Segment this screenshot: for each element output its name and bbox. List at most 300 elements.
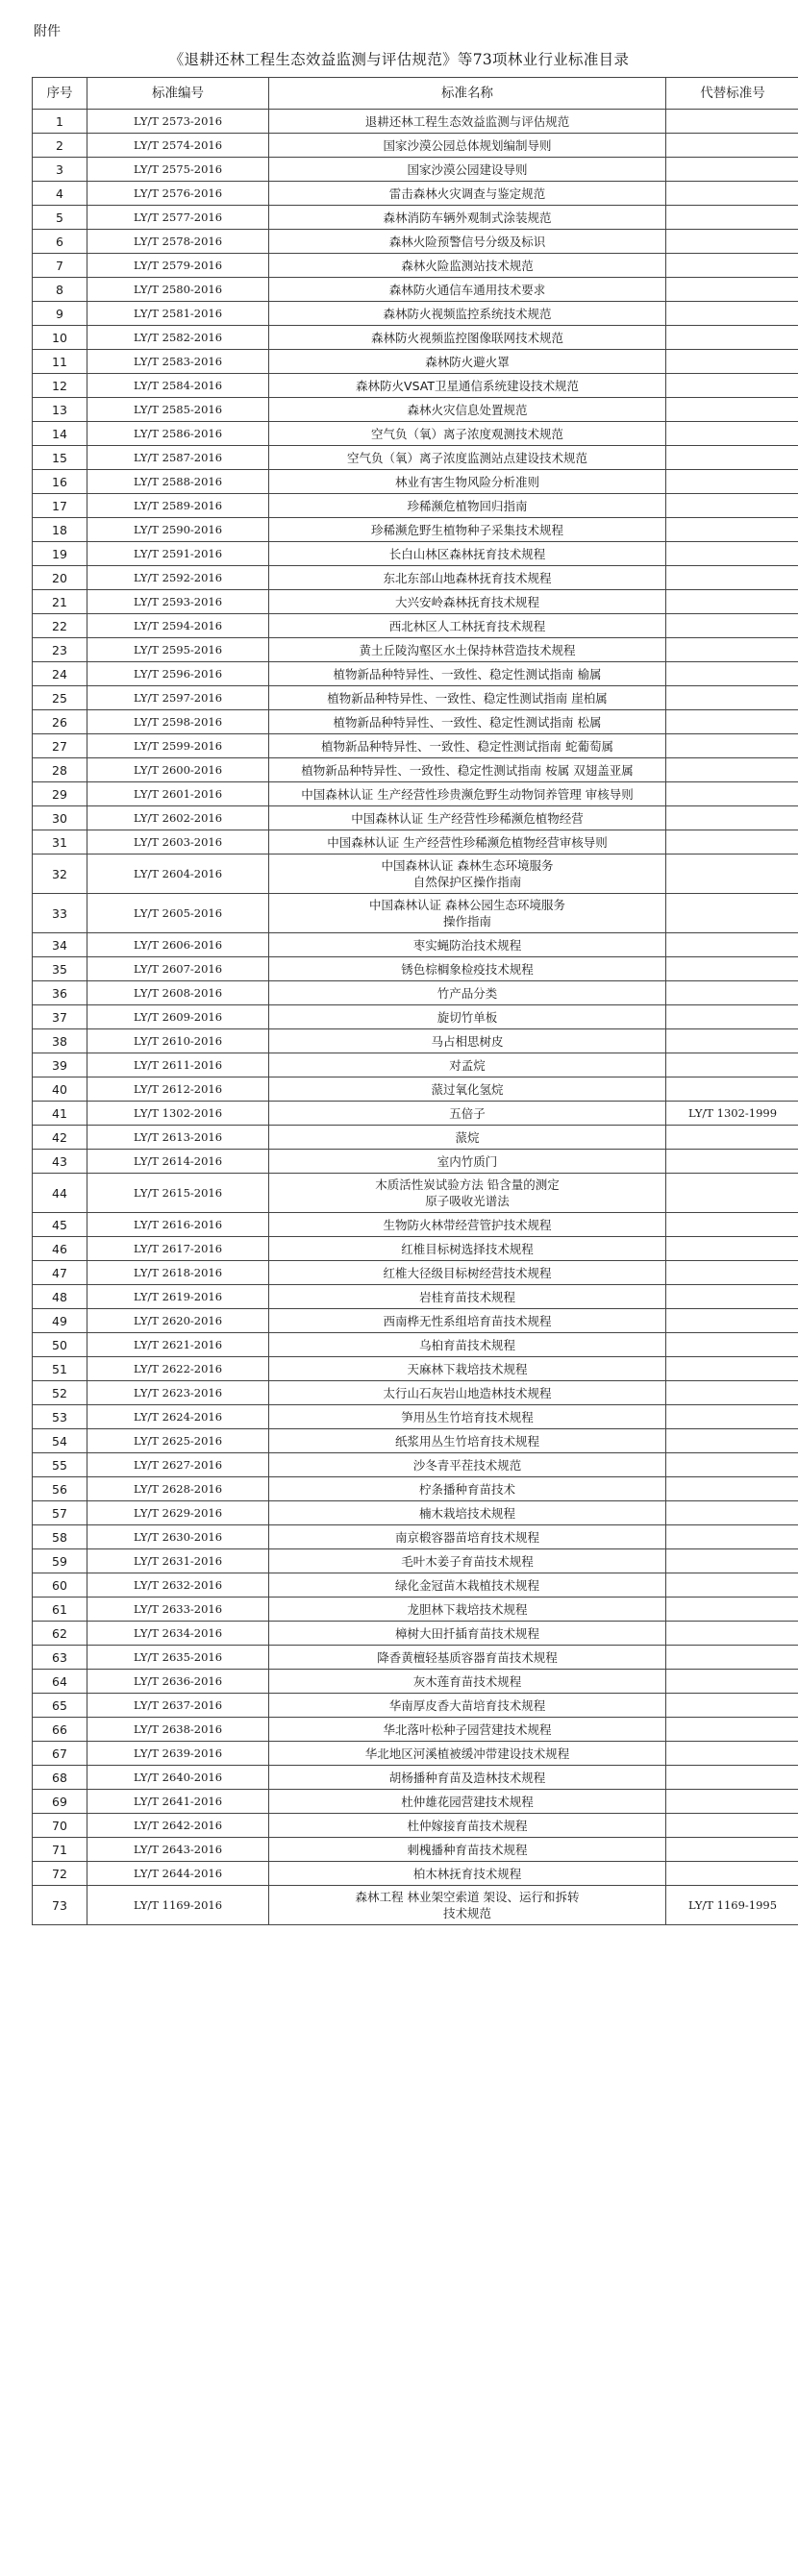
cell-replaced-standard bbox=[666, 590, 798, 614]
cell-replaced-standard bbox=[666, 398, 798, 422]
standard-name-line: 森林工程 林业架空索道 架设、运行和拆转 bbox=[355, 1890, 580, 1904]
cell-standard-name: 蒎过氧化氢烷 bbox=[269, 1077, 666, 1102]
cell-replaced-standard bbox=[666, 446, 798, 470]
cell-standard-code: LY/T 2632-2016 bbox=[87, 1573, 269, 1598]
table-row bbox=[33, 1838, 798, 1862]
cell-replaced-standard bbox=[666, 710, 798, 734]
cell-serial-no: 13 bbox=[33, 398, 87, 422]
cell-standard-code: LY/T 2624-2016 bbox=[87, 1405, 269, 1429]
cell-standard-code: LY/T 2634-2016 bbox=[87, 1622, 269, 1646]
cell-standard-name: 植物新品种特异性、一致性、稳定性测试指南 榆属 bbox=[269, 662, 666, 686]
table-row bbox=[33, 855, 798, 894]
cell-replaced-standard bbox=[666, 230, 798, 254]
cell-standard-name: 杜仲嫁接育苗技术规程 bbox=[269, 1814, 666, 1838]
cell-standard-name: 植物新品种特异性、一致性、稳定性测试指南 崖柏属 bbox=[269, 686, 666, 710]
cell-standard-code: LY/T 2580-2016 bbox=[87, 278, 269, 302]
cell-serial-no: 9 bbox=[33, 302, 87, 326]
cell-standard-name: 西北林区人工林抚育技术规程 bbox=[269, 614, 666, 638]
cell-standard-code: LY/T 2585-2016 bbox=[87, 398, 269, 422]
cell-replaced-standard bbox=[666, 206, 798, 230]
cell-standard-name: 雷击森林火灾调查与鉴定规范 bbox=[269, 182, 666, 206]
cell-standard-code: LY/T 2574-2016 bbox=[87, 134, 269, 158]
cell-replaced-standard bbox=[666, 1790, 798, 1814]
cell-serial-no: 28 bbox=[33, 758, 87, 782]
cell-standard-name: 退耕还林工程生态效益监测与评估规范 bbox=[269, 110, 666, 134]
cell-replaced-standard bbox=[666, 302, 798, 326]
header-serial-no: 序号 bbox=[33, 78, 87, 110]
cell-replaced-standard bbox=[666, 662, 798, 686]
cell-standard-code: LY/T 2618-2016 bbox=[87, 1261, 269, 1285]
cell-standard-name: 红椎目标树选择技术规程 bbox=[269, 1237, 666, 1261]
cell-replaced-standard bbox=[666, 1381, 798, 1405]
header-standard-code: 标准编号 bbox=[87, 78, 269, 110]
cell-standard-code: LY/T 2607-2016 bbox=[87, 957, 269, 981]
cell-serial-no: 69 bbox=[33, 1790, 87, 1814]
cell-standard-code: LY/T 2602-2016 bbox=[87, 806, 269, 830]
table-row bbox=[33, 638, 798, 662]
cell-serial-no: 7 bbox=[33, 254, 87, 278]
cell-standard-name: 灰木莲育苗技术规程 bbox=[269, 1670, 666, 1694]
table-row bbox=[33, 1477, 798, 1501]
cell-serial-no: 11 bbox=[33, 350, 87, 374]
cell-serial-no: 4 bbox=[33, 182, 87, 206]
cell-standard-code: LY/T 2595-2016 bbox=[87, 638, 269, 662]
cell-serial-no: 15 bbox=[33, 446, 87, 470]
cell-standard-name: 森林火险预警信号分级及标识 bbox=[269, 230, 666, 254]
table-row bbox=[33, 1862, 798, 1886]
cell-standard-code: LY/T 2625-2016 bbox=[87, 1429, 269, 1453]
table-row bbox=[33, 1646, 798, 1670]
cell-standard-code: LY/T 2644-2016 bbox=[87, 1862, 269, 1886]
cell-standard-name: 柏木林抚育技术规程 bbox=[269, 1862, 666, 1886]
table-row bbox=[33, 1237, 798, 1261]
cell-standard-name: 森林火险监测站技术规范 bbox=[269, 254, 666, 278]
cell-replaced-standard bbox=[666, 1285, 798, 1309]
cell-serial-no: 10 bbox=[33, 326, 87, 350]
table-row bbox=[33, 1053, 798, 1077]
cell-standard-name: 对孟烷 bbox=[269, 1053, 666, 1077]
cell-replaced-standard bbox=[666, 1309, 798, 1333]
table-row bbox=[33, 806, 798, 830]
cell-serial-no: 71 bbox=[33, 1838, 87, 1862]
cell-standard-code: LY/T 2606-2016 bbox=[87, 933, 269, 957]
cell-standard-code: LY/T 2605-2016 bbox=[87, 894, 269, 933]
cell-standard-code: LY/T 2584-2016 bbox=[87, 374, 269, 398]
cell-standard-name: 纸浆用丛生竹培育技术规程 bbox=[269, 1429, 666, 1453]
table-row bbox=[33, 302, 798, 326]
cell-serial-no: 51 bbox=[33, 1357, 87, 1381]
cell-replaced-standard bbox=[666, 1077, 798, 1102]
cell-standard-code: LY/T 2623-2016 bbox=[87, 1381, 269, 1405]
cell-replaced-standard bbox=[666, 855, 798, 894]
cell-standard-name: 蒎烷 bbox=[269, 1126, 666, 1150]
cell-replaced-standard bbox=[666, 1862, 798, 1886]
table-row bbox=[33, 566, 798, 590]
cell-replaced-standard bbox=[666, 518, 798, 542]
cell-standard-name: 森林防火避火罩 bbox=[269, 350, 666, 374]
cell-replaced-standard bbox=[666, 1357, 798, 1381]
cell-replaced-standard bbox=[666, 158, 798, 182]
cell-standard-code: LY/T 2593-2016 bbox=[87, 590, 269, 614]
cell-replaced-standard bbox=[666, 782, 798, 806]
cell-standard-name: 植物新品种特异性、一致性、稳定性测试指南 松属 bbox=[269, 710, 666, 734]
table-row bbox=[33, 1598, 798, 1622]
table-row bbox=[33, 1549, 798, 1573]
table-row bbox=[33, 686, 798, 710]
cell-standard-code: LY/T 2641-2016 bbox=[87, 1790, 269, 1814]
cell-standard-name: 沙冬青平茬技术规范 bbox=[269, 1453, 666, 1477]
cell-standard-code: LY/T 2643-2016 bbox=[87, 1838, 269, 1862]
cell-serial-no: 2 bbox=[33, 134, 87, 158]
cell-standard-name: 植物新品种特异性、一致性、稳定性测试指南 蛇葡萄属 bbox=[269, 734, 666, 758]
cell-standard-name: 森林防火通信车通用技术要求 bbox=[269, 278, 666, 302]
cell-serial-no: 20 bbox=[33, 566, 87, 590]
cell-serial-no: 29 bbox=[33, 782, 87, 806]
table-row bbox=[33, 1333, 798, 1357]
table-row bbox=[33, 134, 798, 158]
cell-replaced-standard bbox=[666, 278, 798, 302]
cell-replaced-standard bbox=[666, 933, 798, 957]
cell-replaced-standard bbox=[666, 1670, 798, 1694]
cell-standard-code: LY/T 2598-2016 bbox=[87, 710, 269, 734]
cell-standard-name: 西南桦无性系组培育苗技术规程 bbox=[269, 1309, 666, 1333]
cell-standard-name: 楠木栽培技术规程 bbox=[269, 1501, 666, 1525]
cell-standard-name: 珍稀濒危植物回归指南 bbox=[269, 494, 666, 518]
cell-serial-no: 45 bbox=[33, 1213, 87, 1237]
cell-serial-no: 67 bbox=[33, 1742, 87, 1766]
cell-serial-no: 30 bbox=[33, 806, 87, 830]
cell-serial-no: 60 bbox=[33, 1573, 87, 1598]
cell-serial-no: 61 bbox=[33, 1598, 87, 1622]
cell-replaced-standard bbox=[666, 1429, 798, 1453]
cell-replaced-standard bbox=[666, 1005, 798, 1029]
cell-replaced-standard bbox=[666, 1029, 798, 1053]
cell-standard-code: LY/T 1302-2016 bbox=[87, 1102, 269, 1126]
cell-serial-no: 14 bbox=[33, 422, 87, 446]
cell-standard-code: LY/T 2586-2016 bbox=[87, 422, 269, 446]
table-row bbox=[33, 1174, 798, 1213]
cell-standard-name: 枣实蝇防治技术规程 bbox=[269, 933, 666, 957]
cell-standard-code: LY/T 2583-2016 bbox=[87, 350, 269, 374]
cell-standard-name: 笋用丛生竹培育技术规程 bbox=[269, 1405, 666, 1429]
standards-table bbox=[32, 77, 798, 1925]
document-title: 《退耕还林工程生态效益监测与评估规范》等73项林业行业标准目录 bbox=[168, 51, 630, 68]
cell-standard-code: LY/T 2629-2016 bbox=[87, 1501, 269, 1525]
cell-standard-code: LY/T 2592-2016 bbox=[87, 566, 269, 590]
table-row bbox=[33, 1405, 798, 1429]
table-header-row bbox=[33, 78, 798, 110]
cell-standard-name: 胡杨播种育苗及造林技术规程 bbox=[269, 1766, 666, 1790]
cell-standard-name: 马占相思树皮 bbox=[269, 1029, 666, 1053]
cell-replaced-standard: LY/T 1169-1995 bbox=[666, 1886, 798, 1925]
cell-serial-no: 31 bbox=[33, 830, 87, 855]
cell-standard-code: LY/T 2587-2016 bbox=[87, 446, 269, 470]
cell-replaced-standard bbox=[666, 1453, 798, 1477]
table-row bbox=[33, 398, 798, 422]
cell-standard-name: 竹产品分类 bbox=[269, 981, 666, 1005]
table-row bbox=[33, 230, 798, 254]
cell-standard-name: 林业有害生物风险分析准则 bbox=[269, 470, 666, 494]
cell-replaced-standard bbox=[666, 638, 798, 662]
cell-standard-name: 黄土丘陵沟壑区水土保持林营造技术规程 bbox=[269, 638, 666, 662]
cell-serial-no: 39 bbox=[33, 1053, 87, 1077]
cell-standard-name: 樟树大田扦插育苗技术规程 bbox=[269, 1622, 666, 1646]
cell-standard-name: 珍稀濒危野生植物种子采集技术规程 bbox=[269, 518, 666, 542]
cell-replaced-standard bbox=[666, 470, 798, 494]
cell-standard-code: LY/T 2619-2016 bbox=[87, 1285, 269, 1309]
cell-replaced-standard bbox=[666, 1501, 798, 1525]
cell-replaced-standard bbox=[666, 134, 798, 158]
cell-standard-name: 毛叶木姜子育苗技术规程 bbox=[269, 1549, 666, 1573]
cell-serial-no: 73 bbox=[33, 1886, 87, 1925]
cell-replaced-standard: LY/T 1302-1999 bbox=[666, 1102, 798, 1126]
standard-name-line: 中国森林认证 森林公园生态环境服务 bbox=[369, 898, 565, 912]
table-row bbox=[33, 1261, 798, 1285]
table-row bbox=[33, 1814, 798, 1838]
table-row bbox=[33, 1029, 798, 1053]
cell-replaced-standard bbox=[666, 542, 798, 566]
table-row bbox=[33, 1213, 798, 1237]
table-row bbox=[33, 350, 798, 374]
cell-standard-name: 森林防火视频监控图像联网技术规范 bbox=[269, 326, 666, 350]
cell-serial-no: 54 bbox=[33, 1429, 87, 1453]
table-row bbox=[33, 1309, 798, 1333]
cell-standard-code: LY/T 2612-2016 bbox=[87, 1077, 269, 1102]
cell-standard-name: 森林消防车辆外观制式涂装规范 bbox=[269, 206, 666, 230]
table-row bbox=[33, 614, 798, 638]
cell-standard-name: 东北东部山地森林抚育技术规程 bbox=[269, 566, 666, 590]
cell-standard-code: LY/T 2604-2016 bbox=[87, 855, 269, 894]
cell-standard-name bbox=[269, 1174, 666, 1213]
cell-standard-code: LY/T 2640-2016 bbox=[87, 1766, 269, 1790]
cell-serial-no: 48 bbox=[33, 1285, 87, 1309]
cell-serial-no: 57 bbox=[33, 1501, 87, 1525]
cell-replaced-standard bbox=[666, 1742, 798, 1766]
cell-standard-code: LY/T 2609-2016 bbox=[87, 1005, 269, 1029]
cell-serial-no: 18 bbox=[33, 518, 87, 542]
cell-serial-no: 35 bbox=[33, 957, 87, 981]
cell-standard-name: 中国森林认证 生产经营性珍稀濒危植物经营 bbox=[269, 806, 666, 830]
table-row bbox=[33, 254, 798, 278]
table-row bbox=[33, 1501, 798, 1525]
cell-standard-code: LY/T 2577-2016 bbox=[87, 206, 269, 230]
cell-serial-no: 40 bbox=[33, 1077, 87, 1102]
standard-name-line: 中国森林认证 森林生态环境服务 bbox=[381, 858, 554, 873]
table-row bbox=[33, 830, 798, 855]
table-row bbox=[33, 782, 798, 806]
cell-serial-no: 37 bbox=[33, 1005, 87, 1029]
cell-standard-name bbox=[269, 894, 666, 933]
cell-standard-code: LY/T 2594-2016 bbox=[87, 614, 269, 638]
cell-replaced-standard bbox=[666, 1333, 798, 1357]
table-row bbox=[33, 710, 798, 734]
cell-serial-no: 17 bbox=[33, 494, 87, 518]
cell-serial-no: 64 bbox=[33, 1670, 87, 1694]
table-row bbox=[33, 1790, 798, 1814]
cell-standard-code: LY/T 2628-2016 bbox=[87, 1477, 269, 1501]
table-row bbox=[33, 1525, 798, 1549]
cell-replaced-standard bbox=[666, 830, 798, 855]
cell-serial-no: 16 bbox=[33, 470, 87, 494]
table-row bbox=[33, 981, 798, 1005]
cell-standard-name: 五倍子 bbox=[269, 1102, 666, 1126]
cell-serial-no: 49 bbox=[33, 1309, 87, 1333]
cell-standard-name: 岩桂育苗技术规程 bbox=[269, 1285, 666, 1309]
cell-standard-code: LY/T 2582-2016 bbox=[87, 326, 269, 350]
cell-replaced-standard bbox=[666, 350, 798, 374]
cell-serial-no: 41 bbox=[33, 1102, 87, 1126]
cell-standard-code: LY/T 2615-2016 bbox=[87, 1174, 269, 1213]
cell-replaced-standard bbox=[666, 1694, 798, 1718]
cell-standard-name: 国家沙漠公园总体规划编制导则 bbox=[269, 134, 666, 158]
cell-standard-code: LY/T 2621-2016 bbox=[87, 1333, 269, 1357]
cell-standard-code: LY/T 2581-2016 bbox=[87, 302, 269, 326]
cell-standard-code: LY/T 2630-2016 bbox=[87, 1525, 269, 1549]
cell-serial-no: 46 bbox=[33, 1237, 87, 1261]
cell-standard-code: LY/T 2638-2016 bbox=[87, 1718, 269, 1742]
cell-standard-name bbox=[269, 855, 666, 894]
table-row bbox=[33, 734, 798, 758]
cell-standard-name: 室内竹质门 bbox=[269, 1150, 666, 1174]
table-row bbox=[33, 590, 798, 614]
cell-standard-name: 空气负（氧）离子浓度观测技术规范 bbox=[269, 422, 666, 446]
cell-serial-no: 1 bbox=[33, 110, 87, 134]
cell-replaced-standard bbox=[666, 806, 798, 830]
cell-replaced-standard bbox=[666, 326, 798, 350]
table-row bbox=[33, 278, 798, 302]
cell-serial-no: 5 bbox=[33, 206, 87, 230]
cell-standard-code: LY/T 2589-2016 bbox=[87, 494, 269, 518]
table-row bbox=[33, 1622, 798, 1646]
cell-replaced-standard bbox=[666, 1053, 798, 1077]
cell-standard-code: LY/T 2636-2016 bbox=[87, 1670, 269, 1694]
cell-serial-no: 21 bbox=[33, 590, 87, 614]
table-row bbox=[33, 1285, 798, 1309]
cell-standard-name: 森林防火视频监控系统技术规范 bbox=[269, 302, 666, 326]
cell-replaced-standard bbox=[666, 1525, 798, 1549]
cell-standard-name: 华北落叶松种子园营建技术规程 bbox=[269, 1718, 666, 1742]
cell-replaced-standard bbox=[666, 1766, 798, 1790]
cell-standard-name bbox=[269, 1886, 666, 1925]
cell-replaced-standard bbox=[666, 1237, 798, 1261]
cell-serial-no: 33 bbox=[33, 894, 87, 933]
cell-standard-code: LY/T 2608-2016 bbox=[87, 981, 269, 1005]
cell-replaced-standard bbox=[666, 1838, 798, 1862]
cell-replaced-standard bbox=[666, 1646, 798, 1670]
table-row bbox=[33, 1742, 798, 1766]
cell-serial-no: 62 bbox=[33, 1622, 87, 1646]
cell-serial-no: 38 bbox=[33, 1029, 87, 1053]
cell-standard-code: LY/T 2617-2016 bbox=[87, 1237, 269, 1261]
cell-standard-name: 中国森林认证 生产经营性珍贵濒危野生动物饲养管理 审核导则 bbox=[269, 782, 666, 806]
cell-standard-name: 华南厚皮香大苗培育技术规程 bbox=[269, 1694, 666, 1718]
table-row bbox=[33, 518, 798, 542]
table-row bbox=[33, 446, 798, 470]
cell-standard-name: 森林防火VSAT卫星通信系统建设技术规范 bbox=[269, 374, 666, 398]
cell-standard-name: 大兴安岭森林抚育技术规程 bbox=[269, 590, 666, 614]
cell-replaced-standard bbox=[666, 686, 798, 710]
table-row bbox=[33, 1102, 798, 1126]
cell-replaced-standard bbox=[666, 1150, 798, 1174]
cell-replaced-standard bbox=[666, 374, 798, 398]
standard-name-line: 技术规范 bbox=[442, 1906, 491, 1920]
cell-replaced-standard bbox=[666, 981, 798, 1005]
cell-standard-name: 乌桕育苗技术规程 bbox=[269, 1333, 666, 1357]
cell-standard-name: 绿化金冠苗木栽植技术规程 bbox=[269, 1573, 666, 1598]
cell-standard-code: LY/T 2635-2016 bbox=[87, 1646, 269, 1670]
cell-serial-no: 44 bbox=[33, 1174, 87, 1213]
table-row bbox=[33, 110, 798, 134]
cell-replaced-standard bbox=[666, 422, 798, 446]
cell-standard-code: LY/T 2611-2016 bbox=[87, 1053, 269, 1077]
table-row bbox=[33, 470, 798, 494]
cell-serial-no: 65 bbox=[33, 1694, 87, 1718]
cell-standard-code: LY/T 2575-2016 bbox=[87, 158, 269, 182]
cell-replaced-standard bbox=[666, 1174, 798, 1213]
cell-serial-no: 26 bbox=[33, 710, 87, 734]
table-row bbox=[33, 758, 798, 782]
cell-standard-code: LY/T 2603-2016 bbox=[87, 830, 269, 855]
cell-standard-name: 锈色棕榈象检疫技术规程 bbox=[269, 957, 666, 981]
cell-replaced-standard bbox=[666, 1598, 798, 1622]
cell-standard-code: LY/T 2614-2016 bbox=[87, 1150, 269, 1174]
cell-replaced-standard bbox=[666, 254, 798, 278]
cell-serial-no: 25 bbox=[33, 686, 87, 710]
cell-serial-no: 66 bbox=[33, 1718, 87, 1742]
table-row bbox=[33, 1718, 798, 1742]
cell-standard-name: 杜仲雄花园营建技术规程 bbox=[269, 1790, 666, 1814]
cell-standard-name: 长白山林区森林抚育技术规程 bbox=[269, 542, 666, 566]
cell-serial-no: 70 bbox=[33, 1814, 87, 1838]
cell-serial-no: 8 bbox=[33, 278, 87, 302]
cell-serial-no: 22 bbox=[33, 614, 87, 638]
cell-standard-name: 南京椴容器苗培育技术规程 bbox=[269, 1525, 666, 1549]
table-row bbox=[33, 158, 798, 182]
cell-replaced-standard bbox=[666, 110, 798, 134]
cell-replaced-standard bbox=[666, 1573, 798, 1598]
table-row bbox=[33, 957, 798, 981]
cell-standard-code: LY/T 2616-2016 bbox=[87, 1213, 269, 1237]
table-row bbox=[33, 1886, 798, 1925]
cell-serial-no: 56 bbox=[33, 1477, 87, 1501]
cell-serial-no: 47 bbox=[33, 1261, 87, 1285]
cell-serial-no: 27 bbox=[33, 734, 87, 758]
header-standard-name: 标准名称 bbox=[269, 78, 666, 110]
cell-standard-code: LY/T 2639-2016 bbox=[87, 1742, 269, 1766]
table-row bbox=[33, 1077, 798, 1102]
cell-standard-code: LY/T 2579-2016 bbox=[87, 254, 269, 278]
cell-standard-name: 华北地区河溪植被缓冲带建设技术规程 bbox=[269, 1742, 666, 1766]
table-row bbox=[33, 1573, 798, 1598]
table-row bbox=[33, 1150, 798, 1174]
cell-standard-code: LY/T 2633-2016 bbox=[87, 1598, 269, 1622]
cell-standard-code: LY/T 2627-2016 bbox=[87, 1453, 269, 1477]
cell-standard-name: 太行山石灰岩山地造林技术规程 bbox=[269, 1381, 666, 1405]
cell-replaced-standard bbox=[666, 1549, 798, 1573]
cell-serial-no: 34 bbox=[33, 933, 87, 957]
cell-replaced-standard bbox=[666, 1126, 798, 1150]
cell-standard-name: 国家沙漠公园建设导则 bbox=[269, 158, 666, 182]
cell-serial-no: 24 bbox=[33, 662, 87, 686]
table-row bbox=[33, 933, 798, 957]
cell-serial-no: 36 bbox=[33, 981, 87, 1005]
table-row bbox=[33, 422, 798, 446]
cell-serial-no: 6 bbox=[33, 230, 87, 254]
table-row bbox=[33, 1005, 798, 1029]
cell-standard-code: LY/T 2596-2016 bbox=[87, 662, 269, 686]
table-row bbox=[33, 1429, 798, 1453]
cell-replaced-standard bbox=[666, 1261, 798, 1285]
